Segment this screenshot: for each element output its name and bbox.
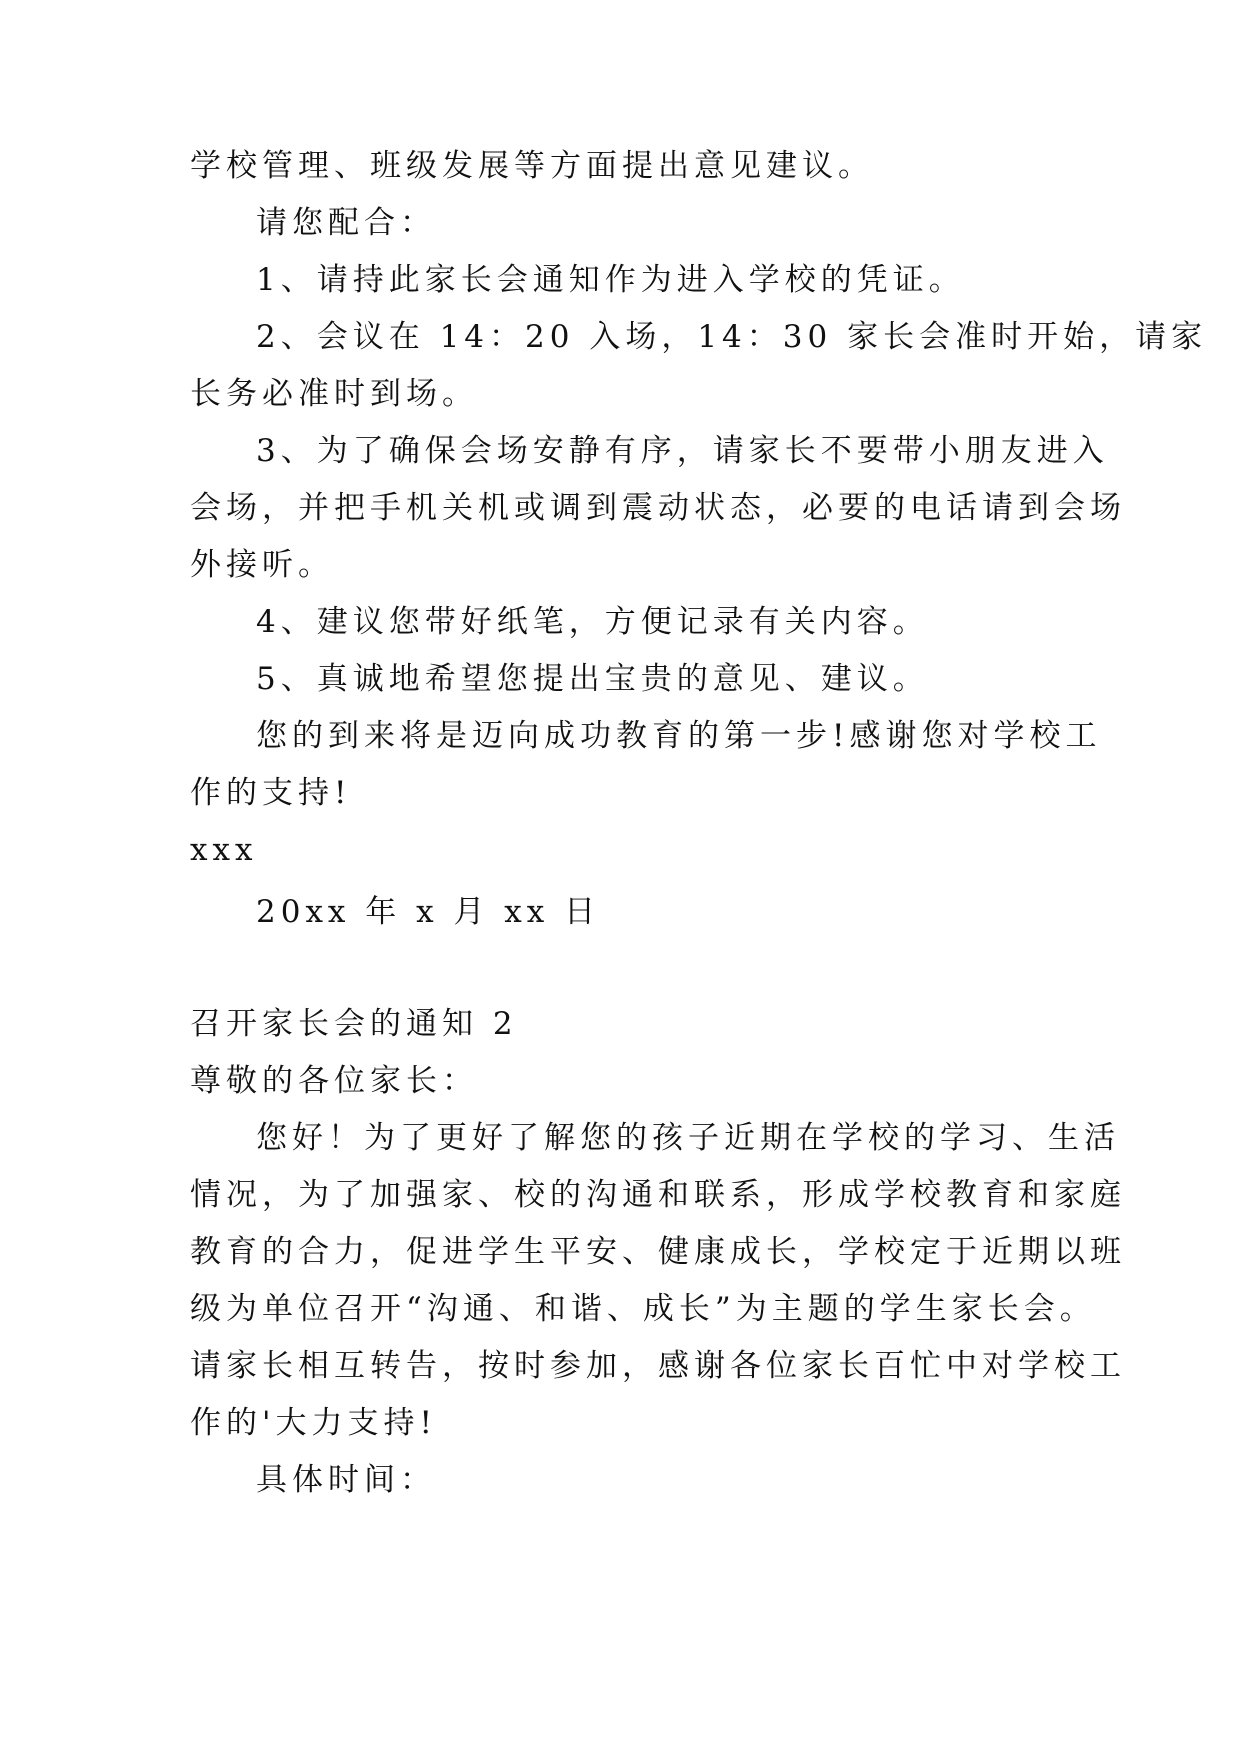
text-line: 您的到来将是迈向成功教育的第一步!感谢您对学校工: [256, 718, 1102, 754]
signature: xxx: [190, 832, 258, 868]
salutation: 尊敬的各位家长：: [190, 1063, 478, 1099]
text-line: 教育的合力，促进学生平安、健康成长，学校定于近期以班: [190, 1234, 1126, 1270]
section-title: 召开家长会的通知 2: [190, 1006, 518, 1042]
text-line: 具体时间：: [256, 1462, 436, 1498]
text-line: 请家长相互转告，按时参加，感谢各位家长百忙中对学校工: [190, 1348, 1126, 1384]
text-line: 您好！为了更好了解您的孩子近期在学校的学习、生活: [256, 1120, 1120, 1156]
text-line: 请您配合：: [256, 205, 436, 241]
text-line: 1、请持此家长会通知作为进入学校的凭证。: [256, 262, 965, 298]
text-line: 会场，并把手机关机或调到震动状态，必要的电话请到会场: [190, 490, 1126, 526]
date-line: 20xx 年 x 月 xx 日: [256, 894, 601, 930]
text-line: 级为单位召开“沟通、和谐、成长”为主题的学生家长会。: [190, 1291, 1096, 1327]
text-line: 4、建议您带好纸笔，方便记录有关内容。: [256, 604, 929, 640]
text-line: 2、会议在 14：20 入场，14：30 家长会准时开始，请家: [256, 319, 1208, 355]
text-line: 学校管理、班级发展等方面提出意见建议。: [190, 148, 874, 184]
text-line: 作的'大力支持!: [190, 1405, 437, 1441]
text-line: 3、为了确保会场安静有序，请家长不要带小朋友进入: [256, 433, 1109, 469]
text-line: 5、真诚地希望您提出宝贵的意见、建议。: [256, 661, 929, 697]
text-line: 作的支持!: [190, 775, 352, 811]
text-line: 情况，为了加强家、校的沟通和联系，形成学校教育和家庭: [190, 1177, 1126, 1213]
text-line: 长务必准时到场。: [190, 376, 478, 412]
text-line: 外接听。: [190, 547, 334, 583]
